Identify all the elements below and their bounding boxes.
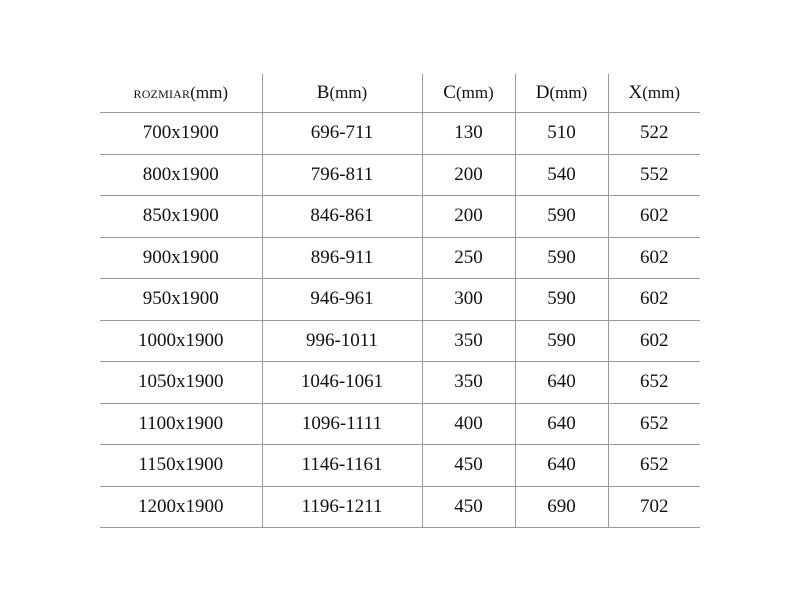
header-size-name: ROZMIAR [133, 87, 191, 101]
cell-c: 350 [422, 320, 515, 362]
cell-size: 1000x1900 [100, 320, 262, 362]
table-row [100, 113, 700, 155]
cell-b: 1196-1211 [262, 486, 422, 528]
cell-size: 950x1900 [100, 279, 262, 321]
cell-size: 1050x1900 [100, 362, 262, 404]
header-d [515, 74, 608, 113]
cell-d: 510 [515, 113, 608, 155]
cell-b: 896-911 [262, 237, 422, 279]
cell-d: 590 [515, 237, 608, 279]
header-b-name: B [316, 82, 330, 103]
table-row [100, 403, 700, 445]
cell-x: 522 [608, 113, 700, 155]
cell-x: 602 [608, 320, 700, 362]
header-d-unit: (mm) [549, 83, 588, 102]
header-x-name: X [628, 82, 643, 103]
table-row [100, 196, 700, 238]
cell-d: 590 [515, 279, 608, 321]
cell-c: 250 [422, 237, 515, 279]
cell-x: 552 [608, 154, 700, 196]
header-x-unit: (mm) [642, 83, 680, 102]
header-x [608, 74, 700, 113]
header-c-name: C [443, 82, 456, 103]
cell-b: 946-961 [262, 279, 422, 321]
cell-d: 690 [515, 486, 608, 528]
cell-b: 1146-1161 [262, 445, 422, 487]
table-row [100, 445, 700, 487]
cell-b: 996-1011 [262, 320, 422, 362]
cell-size: 700x1900 [142, 122, 219, 144]
header-row [100, 74, 700, 113]
cell-d: 590 [515, 320, 608, 362]
cell-c: 450 [422, 445, 515, 487]
header-b [262, 74, 422, 113]
cell-size: 1200x1900 [100, 486, 262, 528]
cell-x: 652 [608, 445, 700, 487]
cell-d: 640 [515, 403, 608, 445]
header-d-name: D [535, 82, 550, 103]
cell-c: 400 [422, 403, 515, 445]
table-row [100, 362, 700, 404]
cell-size: 1150x1900 [100, 445, 262, 487]
header-size-unit: (mm) [190, 83, 229, 102]
header-c [422, 74, 515, 113]
header-size [100, 74, 262, 113]
cell-x: 602 [608, 237, 700, 279]
cell-b: 696-711 [262, 113, 422, 155]
dimensions-table [100, 74, 700, 528]
cell-c: 200 [422, 154, 515, 196]
table-row [100, 279, 700, 321]
cell-d: 640 [515, 445, 608, 487]
table-row [100, 154, 700, 196]
cell-d: 540 [515, 154, 608, 196]
table-body [100, 113, 700, 528]
header-b-unit: (mm) [329, 83, 368, 102]
cell-size: 900x1900 [100, 237, 262, 279]
cell-size: 850x1900 [100, 196, 262, 238]
cell-size: 1100x1900 [100, 403, 262, 445]
cell-b: 796-811 [262, 154, 422, 196]
cell-b: 846-861 [262, 196, 422, 238]
cell-x: 602 [608, 279, 700, 321]
cell-c: 130 [422, 113, 515, 155]
cell-x: 602 [608, 196, 700, 238]
table-row [100, 320, 700, 362]
cell-c: 450 [422, 486, 515, 528]
cell-x: 652 [608, 362, 700, 404]
cell-size: 800x1900 [100, 154, 262, 196]
table-row [100, 486, 700, 528]
cell-x: 702 [608, 486, 700, 528]
cell-c: 300 [422, 279, 515, 321]
cell-d: 640 [515, 362, 608, 404]
table-header [100, 74, 700, 113]
cell-b: 1046-1061 [262, 362, 422, 404]
cell-c: 200 [422, 196, 515, 238]
cell-x: 652 [608, 403, 700, 445]
header-c-unit: (mm) [455, 83, 494, 102]
cell-d: 590 [515, 196, 608, 238]
cell-c: 350 [422, 362, 515, 404]
cell-b: 1096-1111 [262, 403, 422, 445]
table-row [100, 237, 700, 279]
